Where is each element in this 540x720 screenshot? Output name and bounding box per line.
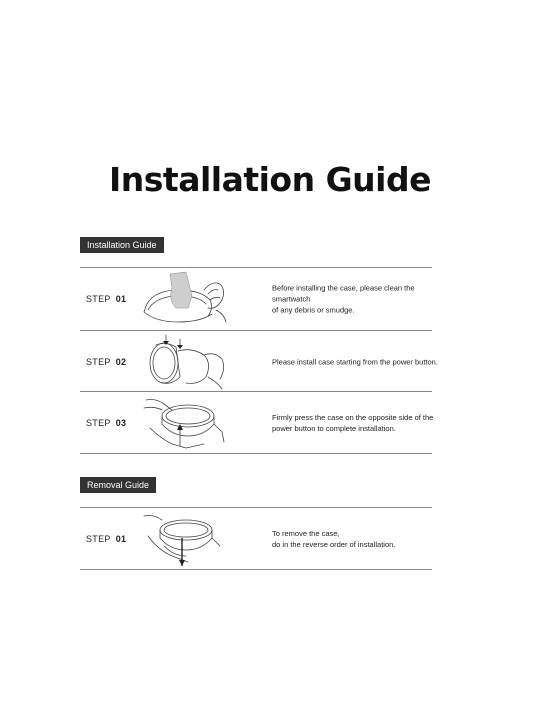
install-case-icon — [142, 333, 228, 391]
step-number: 02 — [115, 357, 127, 367]
step-word: STEP — [86, 418, 111, 428]
installation-section-label: Installation Guide — [80, 237, 164, 253]
step-word: STEP — [86, 357, 111, 367]
press-case-icon — [142, 394, 228, 452]
installation-step-3 — [80, 392, 432, 454]
step-label — [86, 534, 126, 544]
step-number: 03 — [115, 418, 127, 428]
step-word: STEP — [86, 294, 111, 304]
divider — [80, 453, 432, 454]
step-number: 01 — [115, 534, 127, 544]
step-description: To remove the case, do in the reverse order of installation. — [272, 529, 396, 549]
step-word: STEP — [86, 534, 111, 544]
step-label — [86, 418, 126, 428]
step-label — [86, 294, 126, 304]
installation-step-2 — [80, 331, 438, 393]
removal-section-label: Removal Guide — [80, 477, 156, 493]
removal-step-1 — [80, 508, 432, 570]
divider — [80, 569, 432, 570]
installation-step-1 — [80, 268, 432, 330]
page-title: Installation Guide — [109, 160, 431, 199]
cleaning-watch-icon — [142, 270, 228, 328]
step-number: 01 — [115, 294, 127, 304]
step-description: Firmly press the case on the opposite side of the power button to complete installation. — [272, 413, 434, 433]
step-description: Please install case starting from the power button. — [272, 357, 438, 367]
remove-case-icon — [142, 510, 228, 568]
step-description: Before installing the case, please clean the smartwatch of any debris or smudge. — [272, 283, 415, 315]
step-label — [86, 357, 126, 367]
